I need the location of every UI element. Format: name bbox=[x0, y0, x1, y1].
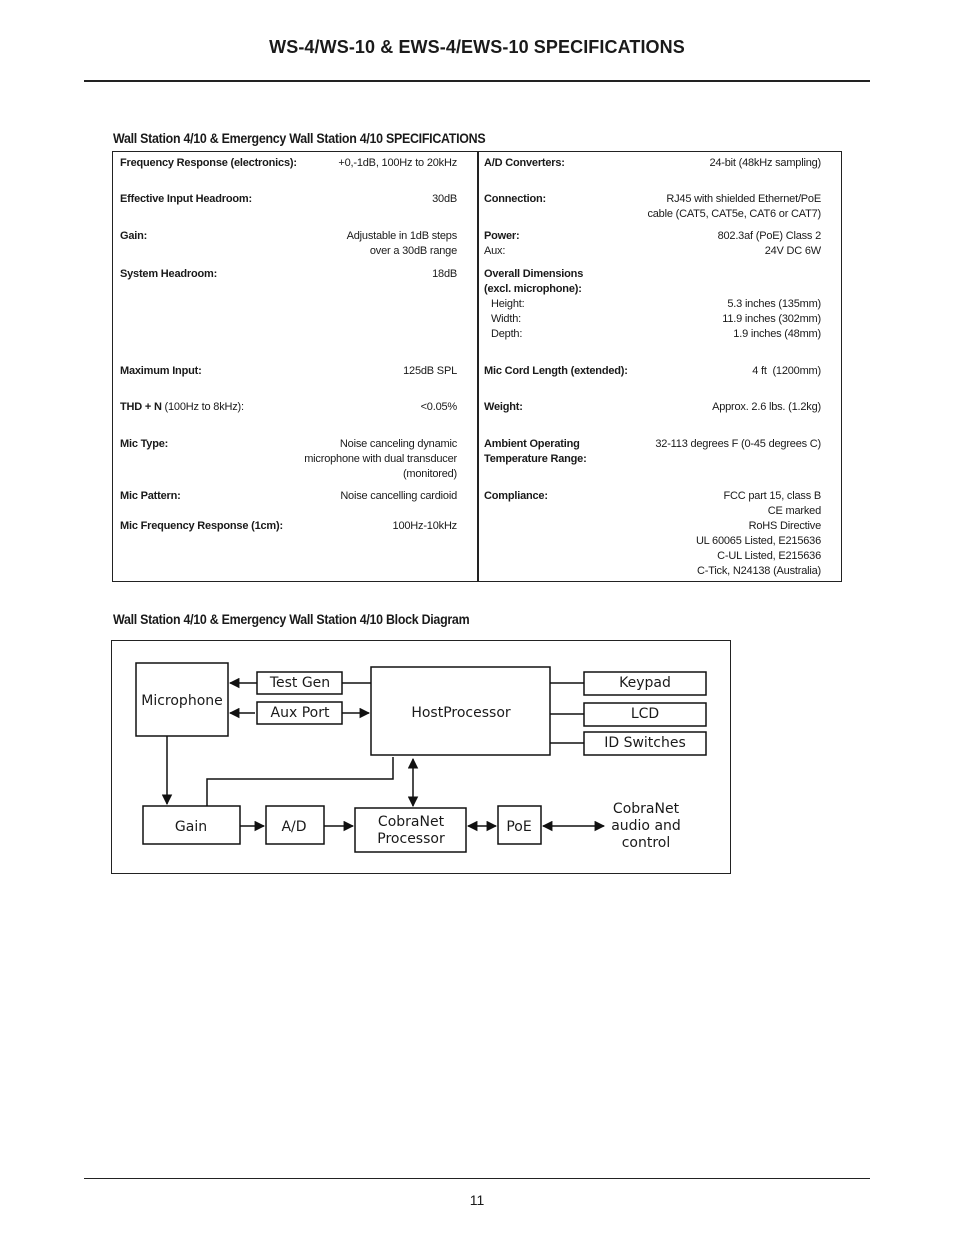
spec-label: Connection: bbox=[484, 193, 546, 205]
spec-value: 30dB bbox=[432, 193, 457, 205]
spec-value-line: Adjustable in 1dB steps bbox=[346, 230, 457, 242]
gain-to-host-line bbox=[207, 757, 393, 806]
spec-label bbox=[120, 400, 244, 415]
spec-label: Mic Type: bbox=[120, 438, 169, 450]
spec-label: Weight: bbox=[484, 401, 523, 413]
cobranet-audio-label-line2: audio and bbox=[611, 818, 681, 834]
spec-label: Mic Frequency Response (1cm): bbox=[120, 520, 283, 532]
spec-value bbox=[696, 489, 821, 579]
spec-sub-label: Aux: bbox=[484, 245, 506, 257]
spec-value: Approx. 2.6 lbs. (1.2kg) bbox=[712, 401, 821, 413]
spec-value: 100Hz-10kHz bbox=[392, 520, 457, 532]
spec-value-line: UL 60065 Listed, E215636 bbox=[695, 535, 821, 547]
specs-heading: Wall Station 4/10 & Emergency Wall Station 4/10 SPECIFICATIONS bbox=[113, 131, 486, 146]
spec-sub-label: Depth: bbox=[491, 328, 523, 340]
spec-value-line: CE marked bbox=[767, 505, 821, 517]
spec-sub-label: Width: bbox=[491, 313, 521, 325]
ad-label: A/D bbox=[281, 819, 307, 835]
id-switches-label: ID Switches bbox=[604, 735, 686, 751]
spec-value: +0,-1dB, 100Hz to 20kHz bbox=[338, 157, 457, 169]
aux-port-label: Aux Port bbox=[270, 705, 330, 721]
spec-value-line: cable (CAT5, CAT5e, CAT6 or CAT7) bbox=[647, 208, 821, 220]
spec-sub-label: Height: bbox=[491, 298, 525, 310]
spec-value-line: Noise canceling dynamic bbox=[339, 438, 457, 450]
test-gen-label: Test Gen bbox=[269, 675, 331, 691]
spec-value: 125dB SPL bbox=[403, 365, 457, 377]
spec-value bbox=[722, 297, 821, 342]
spec-value-line: C-Tick, N24138 (Australia) bbox=[697, 565, 821, 577]
spec-value: 4 ft (1200mm) bbox=[752, 365, 821, 377]
poe-label: PoE bbox=[506, 819, 532, 835]
spec-label-suffix: (100Hz to 8kHz): bbox=[164, 401, 244, 413]
spec-value-line: 5.3 inches (135mm) bbox=[727, 298, 821, 310]
spec-label: Frequency Response (electronics): bbox=[120, 157, 297, 169]
spec-value: 24-bit (48kHz sampling) bbox=[709, 157, 821, 169]
top-rule bbox=[84, 80, 870, 82]
spec-value-line: 1.9 inches (48mm) bbox=[733, 328, 821, 340]
spec-label: Effective Input Headroom: bbox=[120, 193, 252, 205]
spec-label: Mic Pattern: bbox=[120, 490, 181, 502]
cobranet-processor-label-line1: CobraNet bbox=[377, 814, 445, 830]
page-number: 11 bbox=[469, 1192, 485, 1208]
spec-value-line: microphone with dual transducer bbox=[304, 453, 457, 465]
spec-label bbox=[484, 437, 587, 467]
spec-label: System Headroom: bbox=[120, 268, 218, 280]
spec-value bbox=[304, 437, 457, 482]
spec-value-line: RoHS Directive bbox=[748, 520, 821, 532]
spec-value-line: (monitored) bbox=[402, 468, 457, 480]
spec-label-line2: (excl. microphone): bbox=[484, 283, 582, 295]
spec-label: A/D Converters: bbox=[484, 157, 565, 169]
cobranet-audio-label-line1: CobraNet bbox=[612, 801, 680, 817]
keypad-label: Keypad bbox=[619, 675, 671, 691]
spec-value-line: over a 30dB range bbox=[369, 245, 457, 257]
spec-label: Compliance: bbox=[484, 490, 548, 502]
gain-label: Gain bbox=[174, 819, 208, 835]
spec-label: Mic Cord Length (extended): bbox=[484, 365, 628, 377]
bottom-rule bbox=[84, 1178, 870, 1179]
microphone-label: Microphone bbox=[141, 693, 223, 709]
spec-value-line: 11.9 inches (302mm) bbox=[722, 313, 821, 325]
cobranet-audio-label-line3: control bbox=[621, 835, 671, 851]
lcd-label: LCD bbox=[630, 706, 660, 722]
spec-value: <0.05% bbox=[420, 401, 457, 413]
spec-label-main: Overall Dimensions bbox=[484, 268, 584, 280]
spec-value bbox=[718, 229, 821, 259]
block-diagram-frame bbox=[111, 640, 731, 874]
spec-value-line: 802.3af (PoE) Class 2 bbox=[717, 230, 821, 242]
column-divider bbox=[477, 152, 479, 581]
diagram-heading: Wall Station 4/10 & Emergency Wall Station 4/10 Block Diagram bbox=[113, 612, 470, 627]
spec-value bbox=[347, 229, 457, 259]
spec-value-line: C-UL Listed, E215636 bbox=[717, 550, 821, 562]
specifications-table bbox=[112, 151, 842, 582]
spec-value bbox=[647, 192, 821, 222]
block-diagram bbox=[112, 641, 730, 873]
spec-value-line: FCC part 15, class B bbox=[723, 490, 821, 502]
page-title: WS-4/WS-10 & EWS-4/EWS-10 SPECIFICATIONS bbox=[269, 37, 685, 57]
cobranet-processor-label-line2: Processor bbox=[377, 831, 445, 847]
spec-value-line: 24V DC 6W bbox=[764, 245, 821, 257]
spec-label-main: THD + N bbox=[120, 401, 162, 413]
spec-label-main: Power: bbox=[484, 230, 520, 242]
spec-value: 18dB bbox=[432, 268, 457, 280]
spec-label-main: Ambient Operating bbox=[484, 438, 580, 450]
spec-label: Maximum Input: bbox=[120, 365, 202, 377]
spec-label: Gain: bbox=[120, 230, 148, 242]
spec-label bbox=[484, 229, 519, 259]
host-processor-label: HostProcessor bbox=[411, 705, 511, 721]
spec-value: Noise cancelling cardioid bbox=[340, 490, 457, 502]
spec-value: 32-113 degrees F (0-45 degrees C) bbox=[655, 438, 821, 450]
spec-label-line2: Temperature Range: bbox=[484, 453, 587, 465]
spec-value-line: RJ45 with shielded Ethernet/PoE bbox=[666, 193, 821, 205]
spec-label bbox=[484, 267, 583, 342]
